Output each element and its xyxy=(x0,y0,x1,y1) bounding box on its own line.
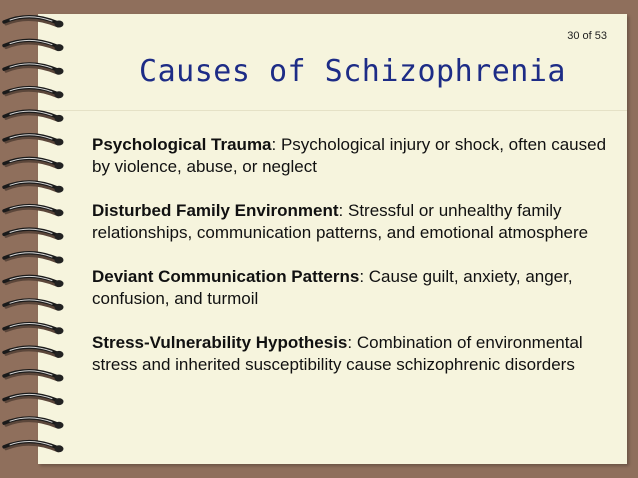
page-counter: 30 of 53 xyxy=(567,30,607,42)
list-item xyxy=(92,134,612,178)
slide-content xyxy=(92,134,612,398)
slide-title: Causes of Schizophrenia xyxy=(139,54,566,89)
item-term: Psychological Trauma xyxy=(92,135,272,154)
item-description: : Stressful or unhealthy family relationships, communication patterns, and emotional atmosphere xyxy=(92,201,589,242)
list-item xyxy=(92,332,612,376)
slide-page xyxy=(38,14,627,464)
item-term: Stress-Vulnerability Hypothesis xyxy=(92,333,348,352)
item-description: : Cause guilt, anxiety, anger, confusion, and turmoil xyxy=(92,267,573,308)
item-description: : Psychological injury or shock, often caused by violence, abuse, or neglect xyxy=(92,135,607,176)
item-term: Disturbed Family Environment xyxy=(92,201,339,220)
item-term: Deviant Communication Patterns xyxy=(92,267,360,286)
list-item xyxy=(92,200,612,244)
title-divider xyxy=(38,110,627,111)
list-item xyxy=(92,266,612,310)
item-description: : Combination of environmental stress and inherited susceptibility cause schizophrenic disorders xyxy=(92,333,583,374)
